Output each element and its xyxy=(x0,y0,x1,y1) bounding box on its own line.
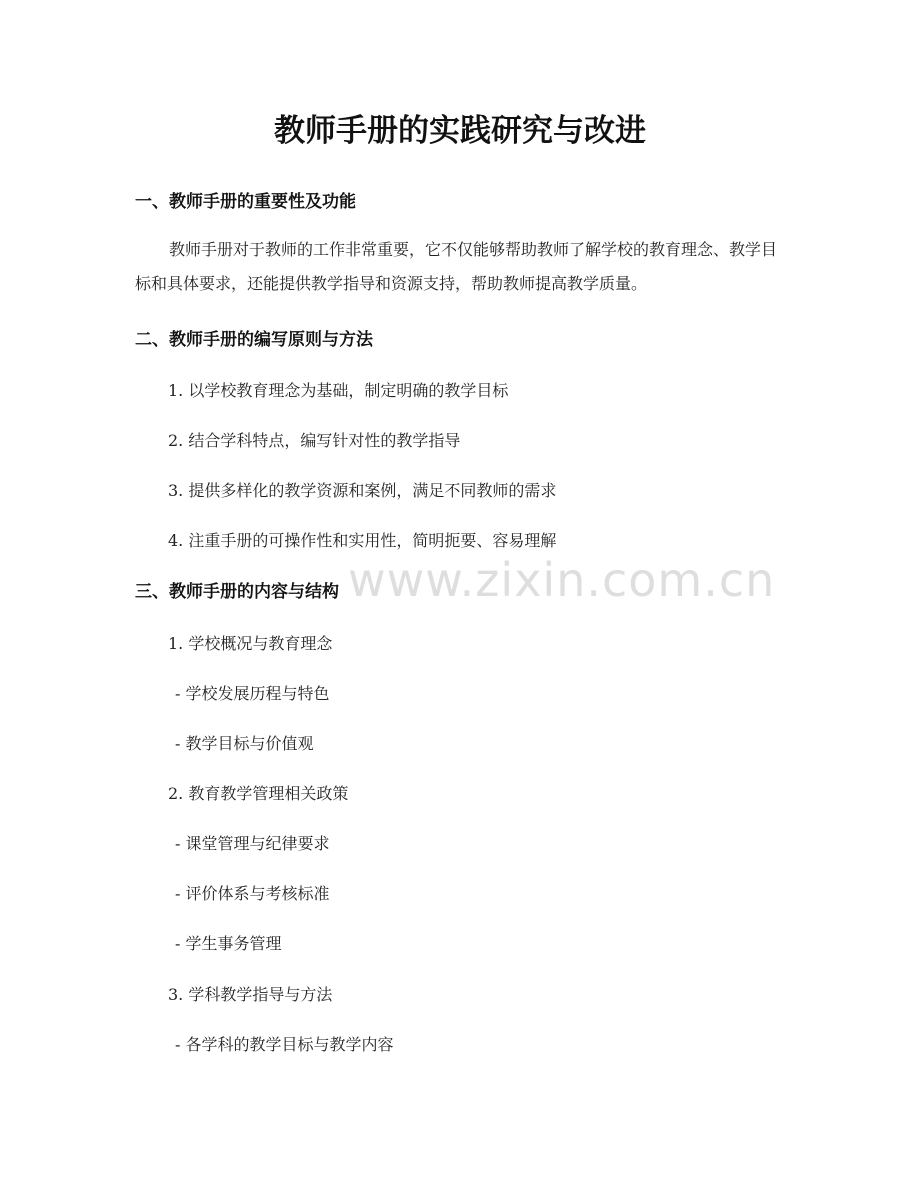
list-item: 1. 以学校教育理念为基础，制定明确的教学目标 xyxy=(168,381,509,400)
document-title: 教师手册的实践研究与改进 xyxy=(274,113,646,149)
list-item: 1. 学校概况与教育理念 xyxy=(168,634,333,653)
sub-list-item: - 学校发展历程与特色 xyxy=(175,684,330,703)
sub-list-item: - 学生事务管理 xyxy=(175,934,282,953)
sub-list-item: - 各学科的教学目标与教学内容 xyxy=(175,1035,394,1054)
list-item: 2. 教育教学管理相关政策 xyxy=(168,784,349,803)
list-item: 2. 结合学科特点，编写针对性的教学指导 xyxy=(168,431,461,450)
sub-list-item: - 课堂管理与纪律要求 xyxy=(175,834,330,853)
sub-list-item: - 教学目标与价值观 xyxy=(175,734,314,753)
list-item: 4. 注重手册的可操作性和实用性，简明扼要、容易理解 xyxy=(168,531,557,550)
section-heading-2: 二、教师手册的编写原则与方法 xyxy=(135,330,373,350)
list-item: 3. 学科教学指导与方法 xyxy=(168,985,333,1004)
section-heading-3: 三、教师手册的内容与结构 xyxy=(135,582,339,602)
sub-list-item: - 评价体系与考核标准 xyxy=(175,884,330,903)
section-heading-1: 一、教师手册的重要性及功能 xyxy=(135,192,356,212)
list-item: 3. 提供多样化的教学资源和案例，满足不同教师的需求 xyxy=(168,481,557,500)
section-1-paragraph: 教师手册对于教师的工作非常重要，它不仅能够帮助教师了解学校的教育理念、教学目标和具体要求，还能提供教学指导和资源支持，帮助教师提高教学质量。 xyxy=(135,240,778,293)
watermark: www.zixin.com.cn xyxy=(348,553,776,607)
